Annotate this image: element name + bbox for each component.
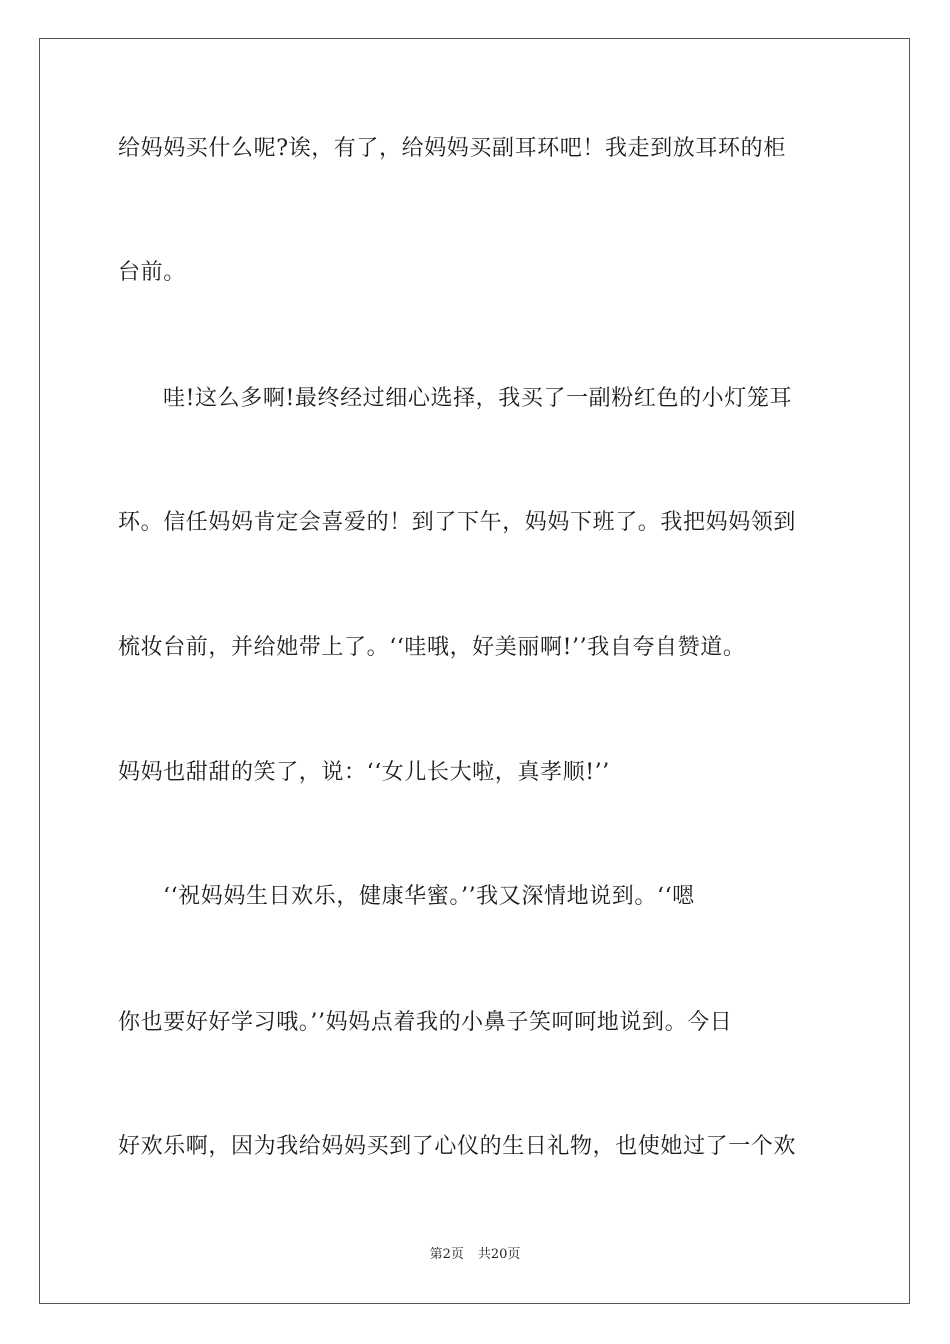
paragraph-line-5: 梳妆台前，并给她带上了。‘‘哇哦，好美丽啊!’’我自夸自赞道。 [118,635,746,660]
paragraph-line-2: 台前。 [118,260,186,285]
page-total: 共20页 [477,1247,521,1262]
paragraph-line-7: ‘‘祝妈妈生日欢乐，健康华蜜。’’我又深情地说到。‘‘嗯 [163,884,695,909]
paragraph-line-4: 环。信任妈妈肯定会喜爱的！到了下午，妈妈下班了。我把妈妈领到 [118,510,797,535]
paragraph-line-8: 你也要好好学习哦。’’妈妈点着我的小鼻子笑呵呵地说到。今日 [118,1010,733,1035]
paragraph-line-1: 给妈妈买什么呢?诶，有了，给妈妈买副耳环吧！我走到放耳环的柜 [118,136,786,161]
paragraph-line-3: 哇!这么多啊!最终经过细心选择，我买了一副粉红色的小灯笼耳 [163,386,793,411]
page-border [39,38,910,1304]
page-footer [0,1246,950,1264]
paragraph-line-9: 好欢乐啊，因为我给妈妈买到了心仪的生日礼物，也使她过了一个欢 [118,1134,797,1159]
page-number: 第2页 [429,1247,464,1262]
paragraph-line-6: 妈妈也甜甜的笑了，说：‘‘女儿长大啦，真孝顺!’’ [118,760,610,785]
